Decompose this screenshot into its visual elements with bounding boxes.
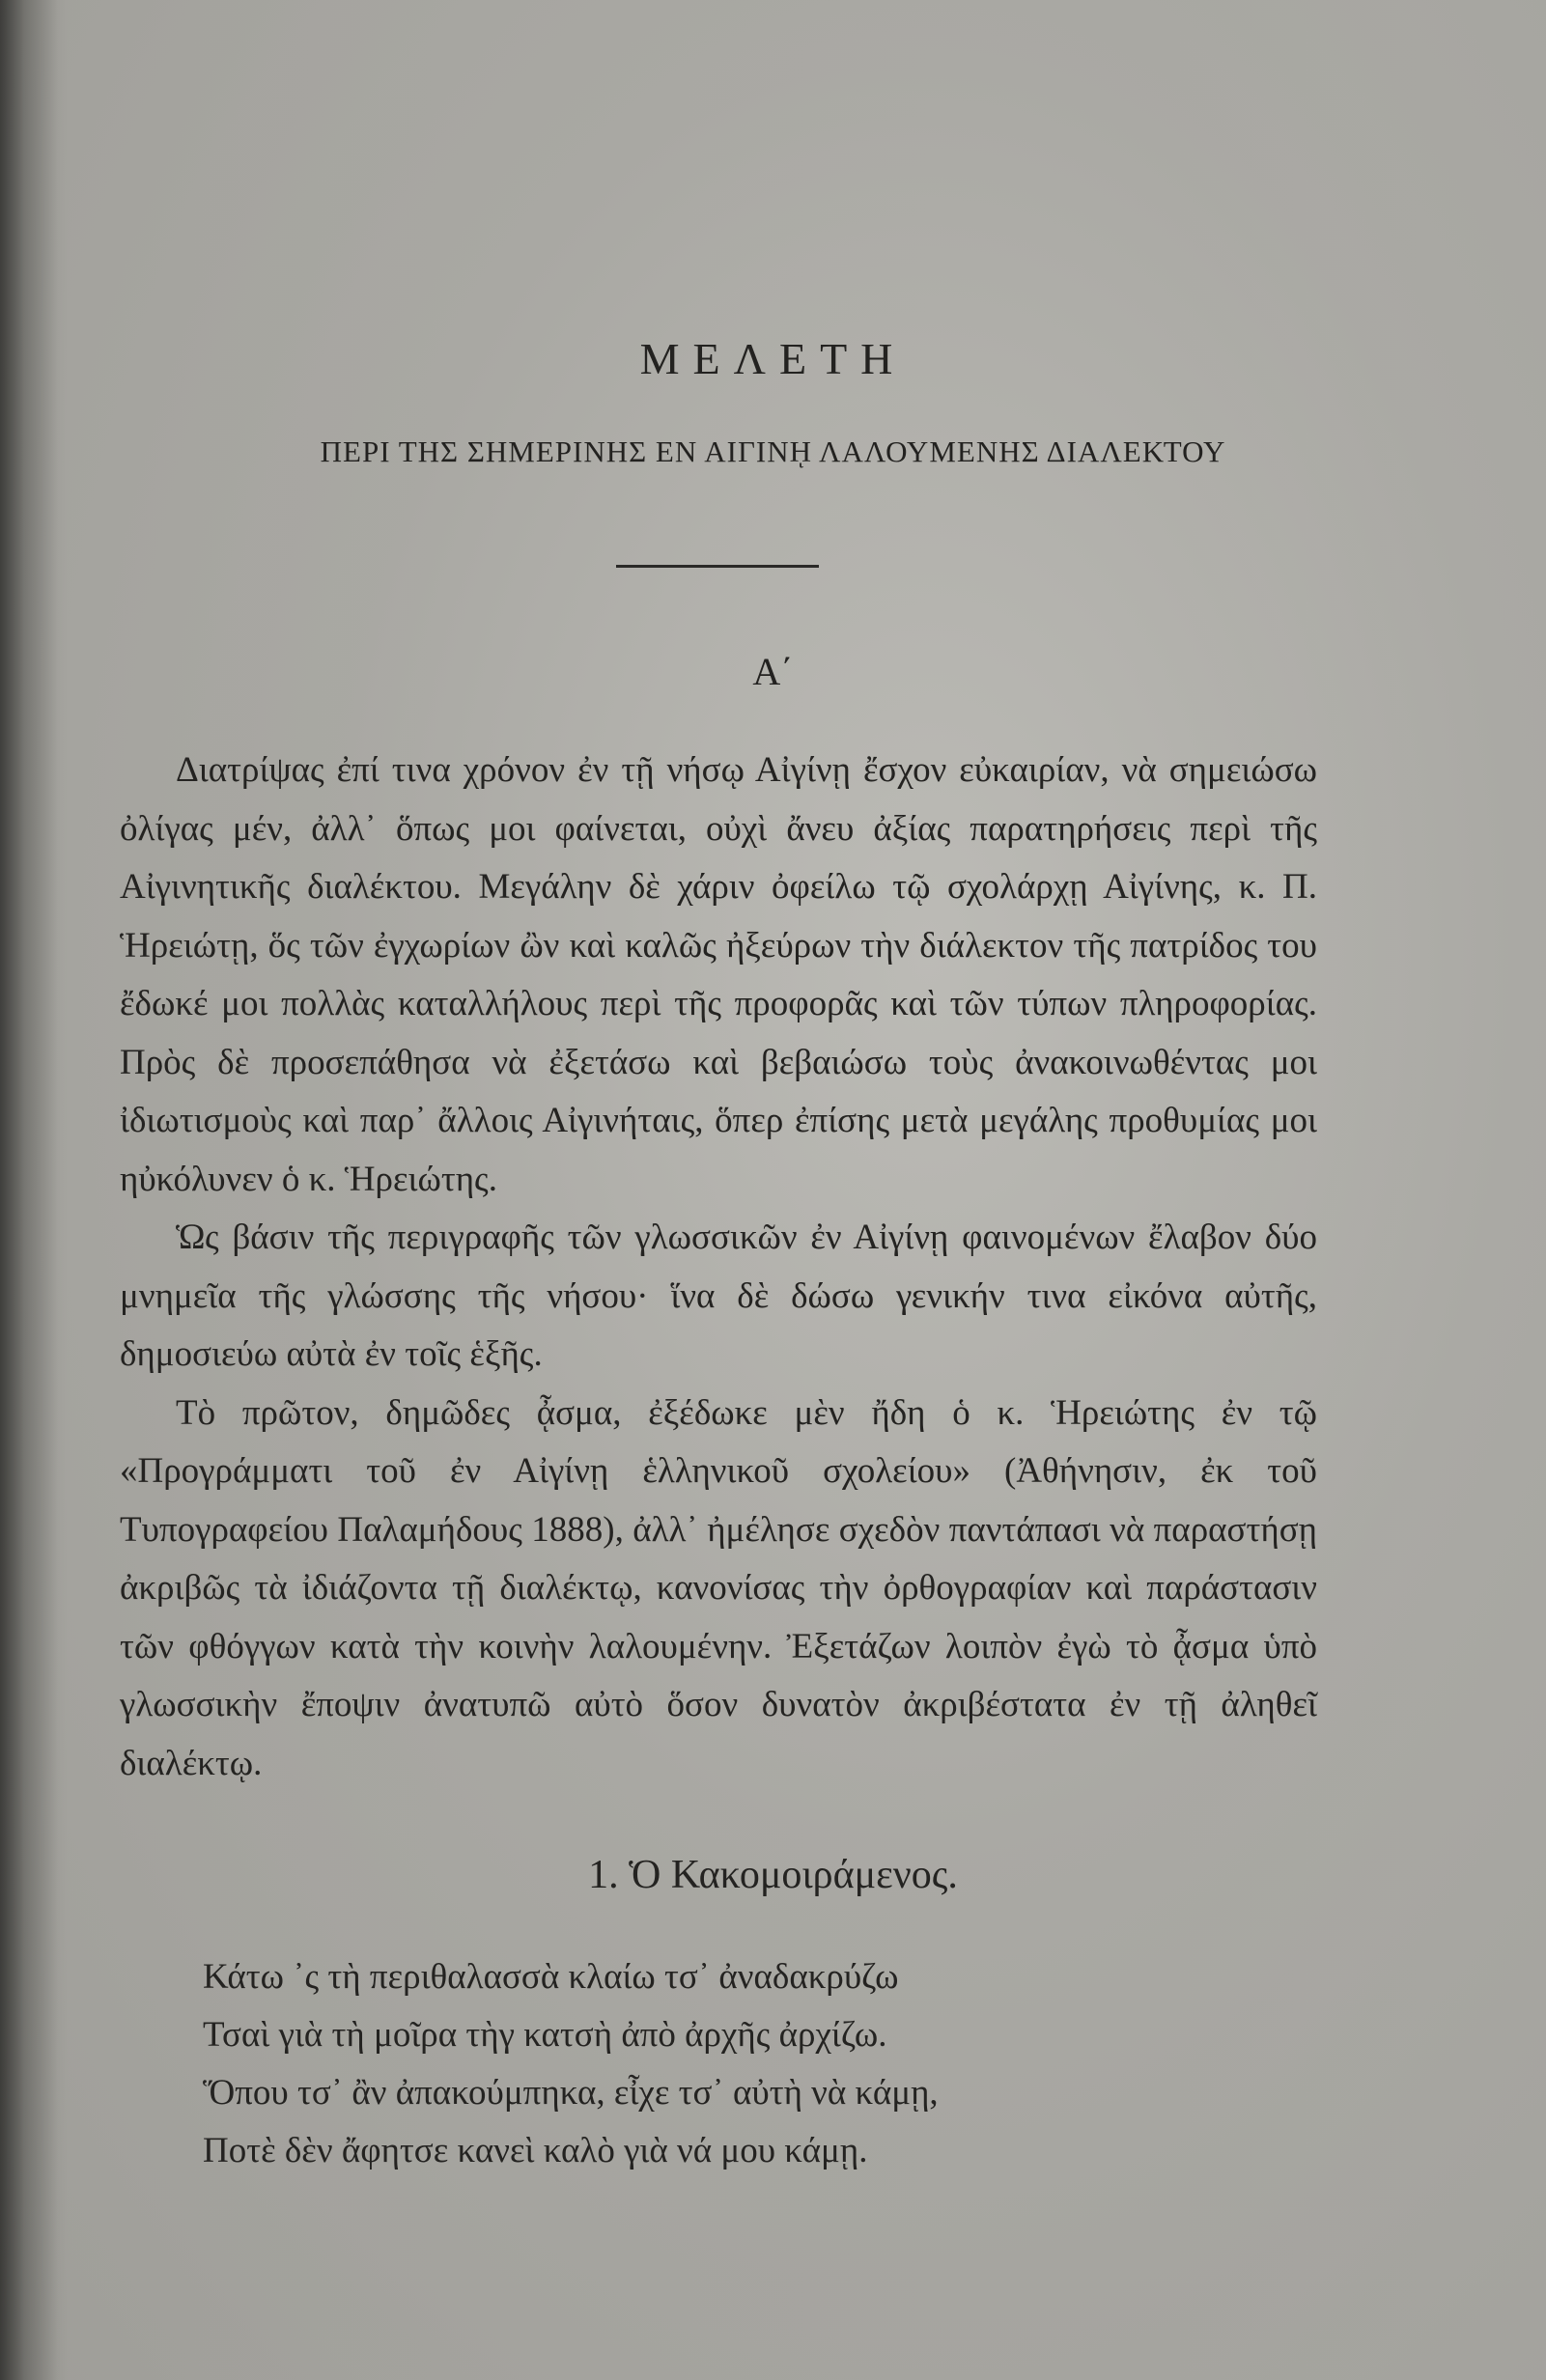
horizontal-rule [616, 565, 819, 568]
paragraph: Ὡς βάσιν τῆς περιγραφῆς τῶν γλωσσικῶν ἐν Αἰγίνῃ φαινομένων ἔλαβον δύο μνημεῖα τῆς γλώσσης τῆς νήσου· ἵνα δὲ δώσω γενικήν τινα εἰκόνα αὐτῆς, δημοσιεύω αὐτὰ ἐν τοῖς ἑξῆς. [120, 1218, 1317, 1374]
poem-line: Ὅπου τσ᾽ ἂν ἀπακούμπηκα, εἶχε τσ᾽ αὐτὴ νὰ κάμῃ, [203, 2073, 939, 2113]
section-numeral: Α΄ [752, 650, 794, 693]
poem-title: 1. Ὁ Κακομοιράμενος. [588, 1853, 958, 1897]
paragraph: Τὸ πρῶτον, δημῶδες ᾆσμα, ἐξέδωκε μὲν ἤδη ὁ κ. Ἡρειώτης ἐν τῷ «Προγράμματι τοῦ ἐν Αἰγίνῃ ἑλληνικοῦ σχολείου» (Ἀθήνησιν, ἐκ τοῦ Τυπογραφείου Παλαμήδους 1888), ἀλλ᾽ ἠμέλησε σχεδὸν παντάπασι νὰ παραστήσῃ ἀκριβῶς τὰ ἰδιάζοντα τῇ διαλέκτῳ, κανονίσας τὴν ὀρθογραφίαν καὶ παράστασιν τῶν φθόγγων κατὰ τὴν κοινὴν λαλουμένην. Ἐξετάζων λοιπὸν ἐγὼ τὸ ᾆσμα ὑπὸ γλωσσικὴν ἔποψιν ἀνατυπῶ αὐτὸ ὅσον δυνατὸν ἀκριβέστατα ἐν τῇ ἀληθεῖ διαλέκτῳ. [120, 1392, 1317, 1783]
body-text [120, 742, 1317, 1793]
poem-line: Ποτὲ δὲν ἄφητσε κανεὶ καλὸ γιὰ νά μου κάμῃ. [203, 2131, 868, 2170]
poem-line: Τσαὶ γιὰ τὴ μοῖρα τὴγ κατσὴ ἀπὸ ἀρχῆς ἀρχίζω. [203, 2015, 887, 2055]
poem-line: Κάτω ᾽ς τὴ περιθαλασσὰ κλαίω τσ᾽ ἀναδακρύζω [203, 1957, 899, 1997]
poem [203, 1948, 1362, 2180]
page-subtitle: ΠΕΡΙ ΤΗΣ ΣΗΜΕΡΙΝΗΣ ΕΝ ΑΙΓΙΝῌ ΛΑΛΟΥΜΕΝΗΣ ΔΙΑΛΕΚΤΟΥ [320, 434, 1226, 468]
page-title: ΜΕΛΕΤΗ [639, 334, 907, 383]
paragraph: Διατρίψας ἐπί τινα χρόνον ἐν τῇ νήσῳ Αἰγίνῃ ἔσχον εὐκαιρίαν, νὰ σημειώσω ὀλίγας μέν, ἀλλ᾽ ὅπως μοι φαίνεται, οὐχὶ ἄνευ ἀξίας παρατηρήσεις περὶ τῆς Αἰγινητικῆς διαλέκτου. Μεγάλην δὲ χάριν ὀφείλω τῷ σχολάρχῃ Αἰγίνης, κ. Π. Ἡρειώτῃ, ὅς τῶν ἐγχωρίων ὢν καὶ καλῶς ἠξεύρων τὴν διάλεκτον τῆς πατρίδος του ἔδωκέ μοι πολλὰς καταλλήλους περὶ τῆς προφορᾶς καὶ τῶν τύπων πληροφορίας. Πρὸς δὲ προσεπάθησα νὰ ἐξετάσω καὶ βεβαιώσω τοὺς ἀνακοινωθέντας μοι ἰδιωτισμοὺς καὶ παρ᾽ ἄλλοις Αἰγινήταις, ὅπερ ἐπίσης μετὰ μεγάλης προθυμίας μοι ηὐκόλυνεν ὁ κ. Ἡρειώτης. [120, 750, 1317, 1199]
